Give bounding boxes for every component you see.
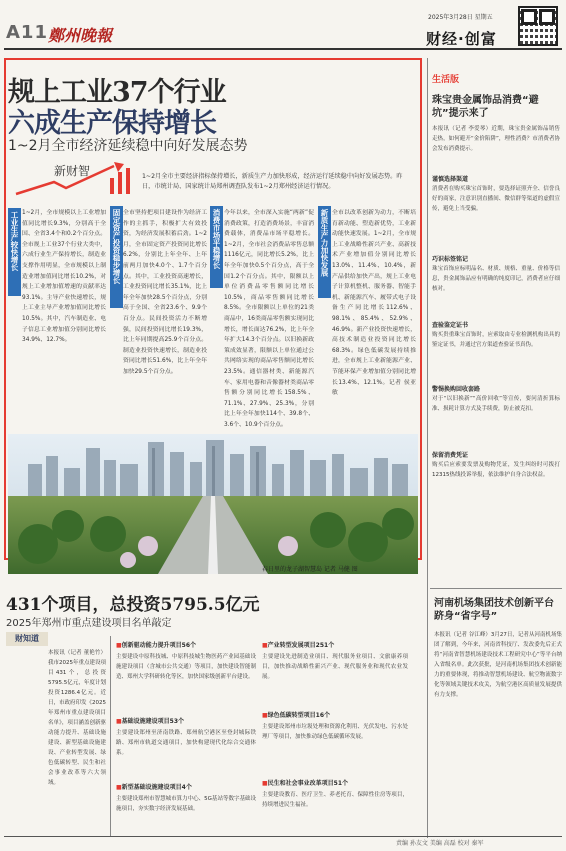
jewelry-intro: 本报讯（记者 李爱琴）近期，珠宝贵金属饰品销售走热，如何避开“金价陷阱”，理性消费？市消费者协会发布消费提示。 — [432, 126, 560, 152]
lead-column-4: 全市以改革创新为动力，不断培育新动能、塑造新优势，工业新动能快速发展。1~2月，全市规上工业战略性新兴产业、高新技术产业增加值分别同比增长13.0%、11.4%、10.4%，新产品供给加快产出，规上工业电子计算机整机、服务器、智能手机、新能源汽车、履带式电子设备生产同比增长112.6%、98.1%、85.4%、52.9%、46.9%。新产业投资快速增长，高技术制造业投资同比增长68.3%。绿色低碳发展持续推进，全市规上工业新能源产业、节能环保产业增加值分别同比增长13.4%、12.1%。记者 侯亚敏 — [332, 210, 416, 397]
jewelry-text-labels: 珠宝首饰应标明品名、材质、规格、重量、价格等信息，贵金属饰品应有明确的纯度印记，消费者应仔细核对。 — [432, 266, 560, 292]
section-title: 财经·创富 — [426, 30, 497, 48]
column-tag-investment: 固定资产投资稳步增长 — [110, 206, 123, 308]
header-divider — [4, 48, 562, 50]
lead-headline-line1[interactable]: 规上工业37个行业 — [8, 77, 226, 108]
category-title-innovation: ■创新驱动能力提升项目56个 — [116, 642, 197, 649]
column-tag-new-productivity: 新质生产力加快发展 — [318, 206, 331, 298]
newspaper-logo: 鄭州晚報 — [48, 26, 113, 45]
category-title-green: ■绿色低碳转型项目16个 — [262, 712, 331, 719]
lead-paragraph: 1~2月全市主要经济指标保持增长，新质生产力加快形成，经济运行延续稳中向好发展态势。昨日，市统计局、国家统计局郑州调查队发布1~2月郑州经济运行情况。 — [142, 173, 403, 190]
jewelry-text-certificate: 购买贵重珠宝首饰时，应索取由专业检测机构出具的鉴定证书，并通过官方渠道查验证书真伪。 — [432, 332, 560, 348]
jewelry-sub-certificate: 查验鉴定证书 — [432, 322, 469, 329]
qr-code-icon — [518, 6, 558, 46]
jewelry-sub-tradein: 警惕换购回收套路 — [432, 386, 481, 393]
projects-subheadline: 2025年郑州市重点建设项目名单敲定 — [6, 618, 172, 629]
sidebar-section-divider — [430, 588, 562, 589]
lead-column-3: 今年以来，全市深入实施“两新”促消费政策，打造消费场景，丰富消费载体，消费品市场平稳增长。1~2月，全市社会消费品零售总额1116亿元，同比增长5.2%，比上年全年加快0.5个百分点，高于全国1.2个百分点。其中，限额以上单位消费品零售额同比增长10.5%，商品零售额同比增长8.5%。全市限额以上单位的21类商品中，16类商品零售额实现同比增长，增长面达76.2%，比上年全年扩大14.3个百分点。以旧换新政策成效显著，限额以上单位通过公共网络实现的商品零售额同比增长23.5%。通信器材类、新能源汽车、家用电器和音像器材类商品零售额分别同比增长158.5%、71.1%、27.9%、25.3%，分别比上年全年加快114个、39.8个、3.6个、10.9个百分点。 — [224, 210, 314, 428]
lead-column-1: 1~2月，全市规模以上工业增加值同比增长9.3%，分别高于全国、全省3.4个和0.2个百分点。全市规上工业37个行业大类中，六成行业生产保持增长，制造业支撑作用明显，全市规模以上制造业增加值同比增长10.2%，对规上工业增加值增速的贡献率达93.1%。主导产业快速增长，规上工业主导产业增加值同比增长10.5%。其中，汽车制造业、电子信息工业增加值分别同比增长34.9%、12.7%。 — [22, 210, 106, 344]
footer-divider — [4, 836, 562, 837]
column-tag-industry: 工业生产较快增长 — [8, 208, 21, 296]
projects-headline[interactable]: 431个项目，总投资5795.5亿元 — [6, 595, 260, 615]
jewelry-sub-labels: 巧识标签铭记 — [432, 256, 469, 263]
category-text-industry: 主要建设先进制造业项目、现代服务业项目、文旅康养项目，加快推动战略性新兴产业、现代服务业和现代农业发展。 — [262, 654, 408, 680]
category-text-infrastructure: 主要建设郑州至济南铁路、郑州航空港区至登封城际铁路、郑州市轨道交通项目，加快构建现代化综合交通体系。 — [116, 730, 256, 756]
jewelry-text-channels: 消费者在购买珠宝首饰时，要选择证照齐全、信誉良好的商家，注意识别直播间、微信群等渠道的虚假宣传，避免上当受骗。 — [432, 186, 560, 212]
column-divider — [110, 636, 111, 836]
category-title-livelihood: ■民生和社会事业改革项目51个 — [262, 780, 349, 787]
category-title-new-infra: ■新型基础设施建设项目4个 — [116, 784, 192, 791]
category-text-green: 主要建设郑州市垃圾处理和资源化利用、光伏发电、污水处理厂等项目，加快推动绿色低碳循环发展。 — [262, 724, 408, 740]
jewelry-headline[interactable]: 珠宝贵金属饰品消费“避坑”提示来了 — [432, 95, 539, 119]
category-text-livelihood: 主要建设教育、医疗卫生、养老托育、保障性住房等项目，持续增进民生福祉。 — [262, 792, 408, 808]
finance-know-tag: 财知道 — [6, 632, 48, 646]
jewelry-sub-channels: 谨慎选择渠道 — [432, 176, 469, 183]
category-text-innovation: 主要建设中原科技城、中原科技城生物医药产业园基础设施建设项目（含城市公共交通）等项目，加快建设智能制造、郑州大学科研转化等区，加快国家级创新平台建设。 — [116, 654, 256, 680]
column-tag-consumption: 消费市场平稳增长 — [210, 206, 223, 288]
lead-headline-line2[interactable]: 六成生产保持增长 — [8, 108, 216, 139]
category-title-infrastructure: ■基础设施建设项目53个 — [116, 718, 185, 725]
airport-headline[interactable]: 河南机场集团技术创新平台跻身“省字号” — [434, 598, 554, 622]
lead-byline: 新财智 — [54, 164, 91, 178]
editor-credits: 责编 孙友文 美编 高磊 校对 秦军 — [396, 840, 484, 847]
jewelry-text-tradein: 对于“以旧换新”“高价回收”等宣传，要问清折算标准、损耗计算方式及手续费，防止被克扣。 — [432, 396, 560, 412]
category-title-industry: ■产业转型发展项目251个 — [262, 642, 335, 649]
category-text-new-infra: 主要建设郑州市智慧城市算力中心、5G基站等数字基础设施项目，夯实数字经济发展基础。 — [116, 796, 256, 812]
issue-date: 2025年3月28日 星期五 — [428, 14, 493, 21]
photo-caption: 春日里的龙子湖智慧岛 记者 马健 图 — [262, 566, 358, 573]
jewelry-sub-receipt: 保留消费凭证 — [432, 452, 469, 459]
sidebar-section-tag: 生活版 — [432, 75, 460, 85]
city-skyline-photo — [8, 434, 418, 574]
lead-subheadline: 1~2月全市经济延续稳中向好发展态势 — [8, 138, 248, 154]
sidebar-divider — [427, 58, 428, 838]
jewelry-text-receipt: 购买后应索要发票及购物凭证，发生纠纷时可拨打12315热线投诉举报，依法维护自身合法权益。 — [432, 462, 560, 478]
airport-text: 本报讯（记者 谷江峰）3月27日，记者从河南机场集团了解到，今年来，河南省科技厅、发改委先后正式将“河南省智慧机场建设技术工程研究中心”等平台纳入省级名单。此次获批，是河南机场集团技术创新能力的重要体现，将推动智慧机场建设、航空物流数字化等领域关键技术攻关，为航空港区高质量发展提供有力支撑。 — [434, 632, 562, 698]
page-number: A11 — [6, 22, 48, 43]
projects-intro: 本报讯（记者 董艳竹）我市2025年重点建设项目431个，总投资5795.5亿元，年度计划投资1286.4亿元。近日，市政府印发《2025年郑州市重点建设项目名单》，项目涵盖创新驱动能力提升、基础设施建设、新型基础设施建设、产业转型发展、绿色低碳转型、民生和社会事业改革等六大领域。 — [48, 650, 106, 786]
lead-column-2: 全市坚持把项目建设作为经济工作的主抓手，积极扩大有效投资，为经济发展积蓄后劲。1~2月，全市固定资产投资同比增长6.2%，分别比上年全年、上年前两月加快4.0个、1.7个百分点。其中，工业投资高速增长，工业投资同比增长35.1%，比上年全年加快28.5个百分点，分别高于全国、全省23.6个、9.9个百分点。民间投资活力不断增强，民间投资同比增长19.3%，比上年同期提高25.9个百分点。制造业投资快速增长，制造业投资同比增长51.6%，比上年全年加快29.5个百分点。 — [123, 210, 207, 375]
